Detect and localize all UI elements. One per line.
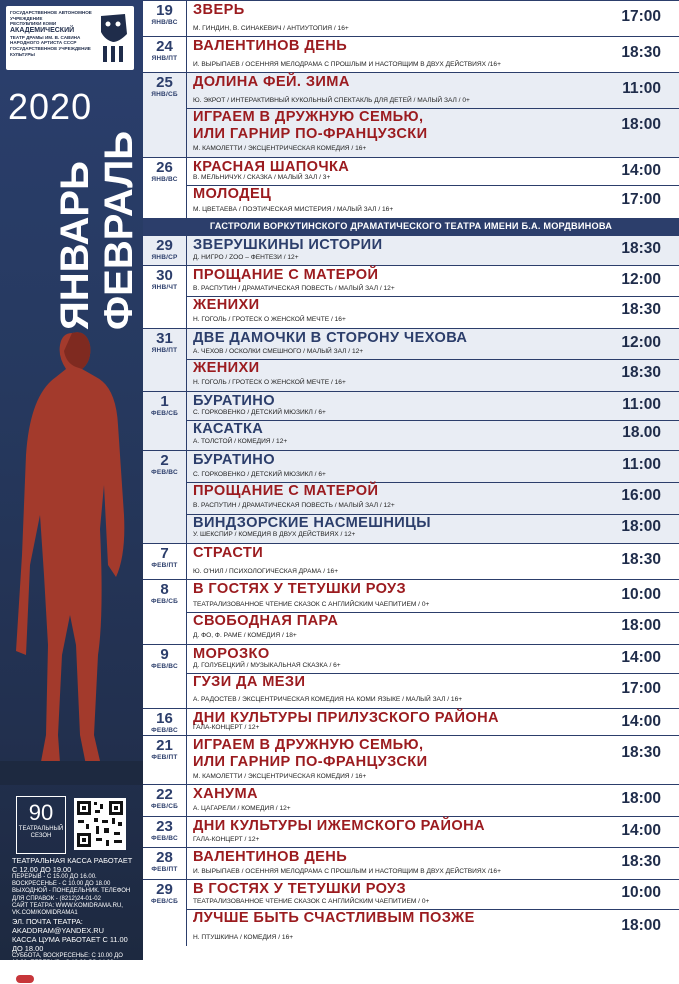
event-details: Ю. ЭКРОТ / ИНТЕРАКТИВНЫЙ КУКОЛЬНЫЙ СПЕКТАКЛЬ ДЛЯ ДЕТЕЙ / МАЛЫЙ ЗАЛ / 0+ (193, 97, 470, 104)
event-time: 10:00 (621, 884, 661, 901)
event-time: 18:00 (621, 916, 661, 934)
event-date (143, 392, 186, 418)
logo-line: НАРОДНОГО АРТИСТА СССР (10, 40, 77, 46)
event-time: 18:30 (621, 301, 661, 318)
event-title-line: ВАЛЕНТИНОВ ДЕНЬ (193, 38, 348, 54)
statue-image (0, 315, 143, 785)
season-label: ТЕАТРАЛЬНЫЙ (18, 826, 64, 832)
event-time: 12:00 (621, 333, 661, 351)
event-weekday: ФЕВ/СБ (151, 803, 178, 810)
event-weekday: ФЕВ/СБ (151, 598, 178, 605)
info-line: КАССА ЦУМА РАБОТАЕТ С 11.00 ДО 18.00 (12, 935, 128, 954)
event-date (143, 909, 186, 910)
column-divider (186, 73, 187, 108)
event-weekday: ЯНВ/ВС (151, 176, 178, 183)
event-date (143, 612, 186, 613)
event-date (143, 1, 186, 27)
column-divider (186, 673, 187, 708)
month-february: ФЕВРАЛЬ (97, 130, 141, 330)
event-weekday: ФЕВ/СБ (151, 898, 178, 905)
event-day: 24 (156, 38, 173, 55)
event-title (193, 483, 593, 500)
event-title-line: ЗВЕРЬ (193, 2, 245, 18)
info-line: СУББОТА, ВОСКРЕСЕНЬЕ: С 10.00 ДО 18.00, ПЕРЕРЫВ - С 13.00 ДО 14.00, (12, 953, 123, 967)
event-date (143, 736, 186, 762)
info-line: ТЕЛЕФОН ДЛЯ СПРАВОК - (8212) 55-11-30 (12, 968, 136, 984)
event-details: Н. ПТУШКИНА / КОМЕДИЯ / 16+ (193, 934, 294, 941)
event-details: Д. ГОЛУБЕЦКИЙ / МУЗЫКАЛЬНАЯ СКАЗКА / 6+ (193, 662, 341, 669)
event-time: 11:00 (622, 456, 661, 473)
event-time: 18.00 (622, 424, 661, 441)
event-details: С. ГОРКОВЕНКО / ДЕТСКИЙ МЮЗИКЛ / 6+ (193, 471, 326, 478)
event-title-line: КРАСНАЯ ШАПОЧКА (193, 159, 350, 175)
event-day: 19 (156, 2, 173, 19)
event-row[interactable] (143, 185, 679, 218)
event-date (143, 236, 186, 262)
event-title (193, 515, 593, 532)
event-row[interactable] (143, 328, 679, 359)
column-divider (186, 544, 187, 579)
event-details: Д. ФО, Ф. РАМЕ / КОМЕДИЯ / 18+ (193, 632, 297, 639)
event-date (143, 848, 186, 874)
guest-tour-banner: ГАСТРОЛИ ВОРКУТИНСКОГО ДРАМАТИЧЕСКОГО ТЕАТРА ИМЕНИ Б.А. МОРДВИНОВА (143, 218, 679, 235)
event-day: 28 (156, 849, 173, 866)
event-date (143, 482, 186, 483)
event-day: 21 (156, 737, 173, 754)
event-row[interactable] (143, 644, 679, 673)
event-title (193, 613, 593, 630)
event-time: 18:00 (621, 617, 661, 634)
event-title (193, 38, 593, 55)
event-title (193, 646, 593, 663)
column-divider (186, 817, 187, 847)
theatre-mask-icon (97, 12, 129, 64)
event-time: 10:00 (621, 585, 661, 603)
event-title (193, 818, 593, 835)
event-time: 17:00 (621, 8, 661, 25)
event-date (143, 709, 186, 735)
event-date (143, 359, 186, 360)
event-day: 2 (160, 452, 169, 469)
event-details: В. РАСПУТИН / ДРАМАТИЧЕСКАЯ ПОВЕСТЬ / МАЛЫЙ ЗАЛ / 12+ (193, 502, 395, 509)
event-date (143, 817, 186, 843)
event-title (193, 545, 593, 562)
info-line: ПЕРЕРЫВ - С 15.00 ДО 16.00. ВОСКРЕСЕНЬЕ - С 10.00 ДО 18.00 (12, 874, 111, 888)
event-details: А. ЦАГАРЕЛИ / КОМЕДИЯ / 12+ (193, 805, 291, 812)
event-title-line: В ГОСТЯХ У ТЕТУШКИ РОУЗ (193, 881, 407, 897)
event-title (193, 737, 593, 771)
column-divider (186, 420, 187, 450)
event-title (193, 581, 593, 598)
event-day: 8 (160, 581, 169, 598)
event-day: 9 (160, 646, 169, 663)
event-date (143, 645, 186, 671)
event-title (193, 74, 593, 91)
event-title-line: СВОБОДНАЯ ПАРА (193, 613, 339, 629)
event-details: А. ТОЛСТОЙ / КОМЕДИЯ / 12+ (193, 438, 288, 445)
event-title-line: В ГОСТЯХ У ТЕТУШКИ РОУЗ (193, 581, 407, 597)
season-label: СЕЗОН (30, 833, 52, 839)
event-title-line: ПРОЩАНИЕ С МАТЕРОЙ (193, 267, 379, 283)
event-time: 18:00 (621, 116, 661, 133)
event-weekday: ФЕВ/ВС (151, 727, 178, 734)
event-title-line: ЖЕНИХИ (193, 360, 260, 376)
column-divider (186, 736, 187, 784)
event-title (193, 186, 593, 203)
column-divider (186, 359, 187, 391)
event-details: Н. ГОГОЛЬ / ГРОТЕСК О ЖЕНСКОЙ МЕЧТЕ / 16+ (193, 316, 346, 323)
event-time: 14:00 (621, 821, 661, 839)
event-row[interactable] (143, 673, 679, 708)
event-title-line: МОЛОДЕЦ (193, 186, 272, 202)
column-divider (186, 514, 187, 543)
event-date (143, 296, 186, 297)
event-time: 11:00 (622, 80, 661, 97)
column-divider (186, 185, 187, 218)
event-weekday: ФЕВ/ПТ (151, 754, 178, 761)
event-details: ГАЛА-КОНЦЕРТ / 12+ (193, 836, 260, 843)
event-time: 18:00 (621, 790, 661, 807)
event-time: 18:30 (621, 364, 661, 381)
event-time: 18:30 (621, 240, 661, 257)
event-day: 30 (156, 267, 173, 284)
event-title-line: КАСАТКА (193, 421, 264, 437)
event-time: 12:00 (621, 270, 661, 288)
column-divider (186, 296, 187, 328)
event-day: 29 (156, 881, 173, 898)
event-details: У. ШЕКСПИР / КОМЕДИЯ В ДВУХ ДЕЙСТВИЯХ / 12+ (193, 531, 356, 538)
event-day: 1 (160, 393, 169, 410)
event-date (143, 37, 186, 63)
event-title (193, 452, 593, 469)
info-line[interactable]: САЙТ ТЕАТРА: WWW.KOMIDRAMA.RU, VK.COM/KOMIDRAMA1 (12, 902, 123, 917)
event-day: 7 (160, 545, 169, 562)
event-details: М. ЦВЕТАЕВА / ПОЭТИЧЕСКАЯ МИСТЕРИЯ / МАЛЫЙ ЗАЛ / 16+ (193, 206, 394, 213)
event-title-line: ЗВЕРУШКИНЫ ИСТОРИИ (193, 237, 383, 253)
event-date (143, 329, 186, 355)
event-details: Д. НИГРО / ZOO – ФЕНТЕЗИ / 12+ (193, 254, 299, 261)
event-title (193, 393, 593, 410)
event-title-line: ИЛИ ГАРНИР ПО-ФРАНЦУЗСКИ (193, 754, 428, 770)
info-line: ТЕАТРАЛЬНАЯ КАССА РАБОТАЕТ С 12.00 ДО 19.00 (12, 856, 133, 874)
column-divider (186, 848, 187, 879)
logo-theatre-name: ТЕАТР ДРАМЫ ИМ. В. САВИНА (10, 34, 81, 40)
year: 2020 (8, 86, 93, 127)
event-row[interactable] (143, 708, 679, 735)
event-row[interactable] (143, 909, 679, 946)
event-day: 25 (156, 74, 173, 91)
event-weekday: ФЕВ/СБ (151, 410, 178, 417)
event-date (143, 158, 186, 184)
event-title (193, 360, 593, 377)
column-divider (186, 37, 187, 72)
season-number: 90 (28, 800, 54, 825)
event-row[interactable] (143, 296, 679, 328)
event-row[interactable] (143, 108, 679, 157)
event-row[interactable] (143, 235, 679, 265)
event-weekday: ФЕВ/ВС (151, 835, 178, 842)
event-title-line: ДНИ КУЛЬТУРЫ ПРИЛУЗСКОГО РАЙОНА (193, 710, 499, 726)
event-day: 22 (156, 786, 173, 803)
event-date (143, 544, 186, 570)
column-divider (186, 1, 187, 36)
event-row[interactable] (143, 157, 679, 185)
logo-line: РЕСПУБЛИКИ КОМИ (10, 21, 57, 27)
event-title-line: ИЛИ ГАРНИР ПО-ФРАНЦУЗСКИ (193, 126, 428, 142)
theatre-logo (6, 6, 134, 70)
column-divider (186, 451, 187, 482)
event-weekday: ЯНВ/СБ (151, 91, 178, 98)
event-title-line: БУРАТИНО (193, 452, 275, 468)
event-details: А. РАДОСТЕВ / ЭКСЦЕНТРИЧЕСКАЯ КОМЕДИЯ НА КОМИ ЯЗЫКЕ / МАЛЫЙ ЗАЛ / 16+ (193, 696, 463, 703)
column-divider (186, 645, 187, 673)
event-title (193, 849, 593, 866)
event-row[interactable] (143, 482, 679, 514)
event-details: М. КАМОЛЕТТИ / ЭКСЦЕНТРИЧЕСКАЯ КОМЕДИЯ / 16+ (193, 145, 367, 152)
event-row[interactable] (143, 879, 679, 909)
event-title-line: ВАЛЕНТИНОВ ДЕНЬ (193, 849, 348, 865)
event-time: 16:00 (621, 487, 661, 504)
event-day: 29 (156, 237, 173, 254)
event-title (193, 109, 593, 143)
event-time: 18:30 (621, 44, 661, 61)
event-title (193, 297, 593, 314)
logo-line: ГОСУДАРСТВЕННОЕ АВТОНОМНОЕ УЧРЕЖДЕНИЕ (10, 10, 92, 21)
event-row[interactable] (143, 579, 679, 612)
event-title (193, 330, 593, 347)
event-weekday: ЯНВ/ВС (151, 19, 178, 26)
event-date (143, 451, 186, 477)
column-divider (186, 482, 187, 514)
event-time: 18:30 (621, 744, 661, 761)
event-time: 14:00 (621, 713, 661, 730)
event-date (143, 266, 186, 292)
schedule-list (143, 0, 679, 960)
event-details: ГАЛА-КОНЦЕРТ / 12+ (193, 724, 260, 731)
event-title-line: МОРОЗКО (193, 646, 270, 662)
event-title-line: ВИНДЗОРСКИЕ НАСМЕШНИЦЫ (193, 515, 431, 531)
event-time: 18:30 (621, 853, 661, 870)
event-day: 23 (156, 818, 173, 835)
event-details: М. ГИНДИН, В. СИНАКЕВИЧ / АНТИУТОПИЯ / 16+ (193, 25, 349, 32)
months-title (10, 125, 140, 335)
event-day: 26 (156, 159, 173, 176)
event-title-line: ГУЗИ ДА МЕЗИ (193, 674, 306, 690)
logo-academic: АКАДЕМИЧЕСКИЙ (10, 26, 75, 34)
event-details: ТЕАТРАЛИЗОВАННОЕ ЧТЕНИЕ СКАЗОК С АНГЛИЙСКИМ ЧАЕПИТИЕМ / 0+ (193, 601, 430, 608)
event-title (193, 910, 593, 927)
event-row[interactable] (143, 612, 679, 644)
info-line: ВЫХОДНОЙ - ПОНЕДЕЛЬНИК. ТЕЛЕФОН ДЛЯ СПРАВОК - (8212)24-01-02 (12, 888, 131, 902)
event-row[interactable] (143, 847, 679, 879)
event-row[interactable] (143, 420, 679, 450)
column-divider (186, 236, 187, 265)
column-divider (186, 580, 187, 612)
event-details: И. ВЫРЫПАЕВ / ОСЕННЯЯ МЕЛОДРАМА С ПРОШЛЫМ И НАСТОЯЩИМ В ДВУХ ДЕЙСТВИЯХ /16+ (193, 868, 501, 875)
event-title (193, 237, 593, 254)
event-date (143, 785, 186, 811)
box-office-info (12, 856, 136, 984)
event-date (143, 580, 186, 606)
event-row[interactable] (143, 816, 679, 847)
event-title-line: ПРОЩАНИЕ С МАТЕРОЙ (193, 483, 379, 499)
event-weekday: ЯНВ/ПТ (151, 55, 178, 62)
event-weekday: ЯНВ/ПТ (151, 347, 178, 354)
event-title (193, 674, 593, 691)
event-title (193, 421, 593, 438)
event-details: Н. ГОГОЛЬ / ГРОТЕСК О ЖЕНСКОЙ МЕЧТЕ / 16+ (193, 379, 346, 386)
logo-line: ГОСУДАРСТВЕННОЕ УЧРЕЖДЕНИЕ КУЛЬТУРЫ (10, 45, 91, 57)
month-january: ЯНВАРЬ (53, 161, 97, 330)
column-divider (186, 266, 187, 296)
event-date (143, 420, 186, 421)
column-divider (186, 709, 187, 735)
shop-logo-icon (16, 975, 34, 983)
event-details: Ю. О'НИЛ / ПСИХОЛОГИЧЕСКАЯ ДРАМА / 16+ (193, 568, 339, 575)
event-details: ТЕАТРАЛИЗОВАННОЕ ЧТЕНИЕ СКАЗОК С АНГЛИЙСКИМ ЧАЕПИТИЕМ / 0+ (193, 898, 430, 905)
column-divider (186, 392, 187, 420)
event-title (193, 2, 593, 19)
event-time: 14:00 (621, 649, 661, 666)
column-divider (186, 785, 187, 816)
event-row[interactable] (143, 265, 679, 296)
event-title-line: БУРАТИНО (193, 393, 275, 409)
event-title-line: ЛУЧШЕ БЫТЬ СЧАСТЛИВЫМ ПОЗЖЕ (193, 910, 475, 926)
event-row[interactable] (143, 514, 679, 543)
column-divider (186, 108, 187, 157)
event-row[interactable] (143, 72, 679, 108)
event-row[interactable] (143, 391, 679, 420)
event-time: 17:00 (621, 190, 661, 208)
event-row[interactable] (143, 36, 679, 72)
event-weekday: ФЕВ/ПТ (151, 562, 178, 569)
event-date (143, 880, 186, 906)
event-time: 17:00 (621, 679, 661, 697)
column-divider (186, 880, 187, 909)
event-title-line: ИГРАЕМ В ДРУЖНУЮ СЕМЬЮ, (193, 737, 424, 753)
event-row[interactable] (143, 784, 679, 816)
event-title (193, 881, 593, 898)
column-divider (186, 158, 187, 185)
event-day: 16 (156, 710, 173, 727)
event-weekday: ЯНВ/СР (151, 254, 178, 261)
event-date (143, 514, 186, 515)
event-date (143, 73, 186, 99)
event-row[interactable] (143, 735, 679, 784)
event-time: 18:30 (621, 551, 661, 568)
event-title-line: ХАНУМА (193, 786, 258, 802)
qr-code-icon[interactable] (74, 798, 126, 850)
event-title-line: ДНИ КУЛЬТУРЫ ИЖЕМСКОГО РАЙОНА (193, 818, 485, 834)
event-row[interactable] (143, 0, 679, 36)
event-weekday: ФЕВ/ПТ (151, 866, 178, 873)
event-row[interactable] (143, 450, 679, 482)
event-day: 31 (156, 330, 173, 347)
info-line[interactable]: ЭЛ. ПОЧТА ТЕАТРА: AKADDRAM@YANDEX.RU (12, 917, 104, 936)
column-divider (186, 329, 187, 359)
event-date (143, 185, 186, 186)
column-divider (186, 612, 187, 644)
event-details: В. РАСПУТИН / ДРАМАТИЧЕСКАЯ ПОВЕСТЬ / МАЛЫЙ ЗАЛ / 12+ (193, 285, 395, 292)
event-time: 11:00 (622, 396, 661, 413)
event-details: А. ЧЕХОВ / ОСКОЛКИ СМЕШНОГО / МАЛЫЙ ЗАЛ / 12+ (193, 348, 364, 355)
event-weekday: ФЕВ/ВС (151, 469, 178, 476)
event-row[interactable] (143, 543, 679, 579)
event-details: В. МЕЛЬНИЧУК / СКАЗКА / МАЛЫЙ ЗАЛ / 3+ (193, 174, 331, 181)
column-divider (186, 909, 187, 946)
event-row[interactable] (143, 359, 679, 391)
event-title (193, 267, 593, 284)
event-weekday: ЯНВ/ЧТ (151, 284, 178, 291)
event-time: 18:00 (621, 518, 661, 535)
event-title-line: ДВЕ ДАМОЧКИ В СТОРОНУ ЧЕХОВА (193, 330, 468, 346)
event-details: С. ГОРКОВЕНКО / ДЕТСКИЙ МЮЗИКЛ / 6+ (193, 409, 326, 416)
season-badge (16, 796, 66, 854)
event-time: 14:00 (621, 162, 661, 179)
event-date (143, 673, 186, 674)
event-title-line: ИГРАЕМ В ДРУЖНУЮ СЕМЬЮ, (193, 109, 424, 125)
event-date (143, 108, 186, 109)
side-banner (0, 0, 143, 974)
event-details: И. ВЫРЫПАЕВ / ОСЕННЯЯ МЕЛОДРАМА С ПРОШЛЫМ И НАСТОЯЩИМ В ДВУХ ДЕЙСТВИЯХ /16+ (193, 61, 501, 68)
event-title-line: ДОЛИНА ФЕЙ. ЗИМА (193, 74, 350, 90)
event-weekday: ФЕВ/ВС (151, 663, 178, 670)
event-title-line: ЖЕНИХИ (193, 297, 260, 313)
event-title (193, 786, 593, 803)
event-details: М. КАМОЛЕТТИ / ЭКСЦЕНТРИЧЕСКАЯ КОМЕДИЯ / 16+ (193, 773, 367, 780)
event-title-line: СТРАСТИ (193, 545, 264, 561)
